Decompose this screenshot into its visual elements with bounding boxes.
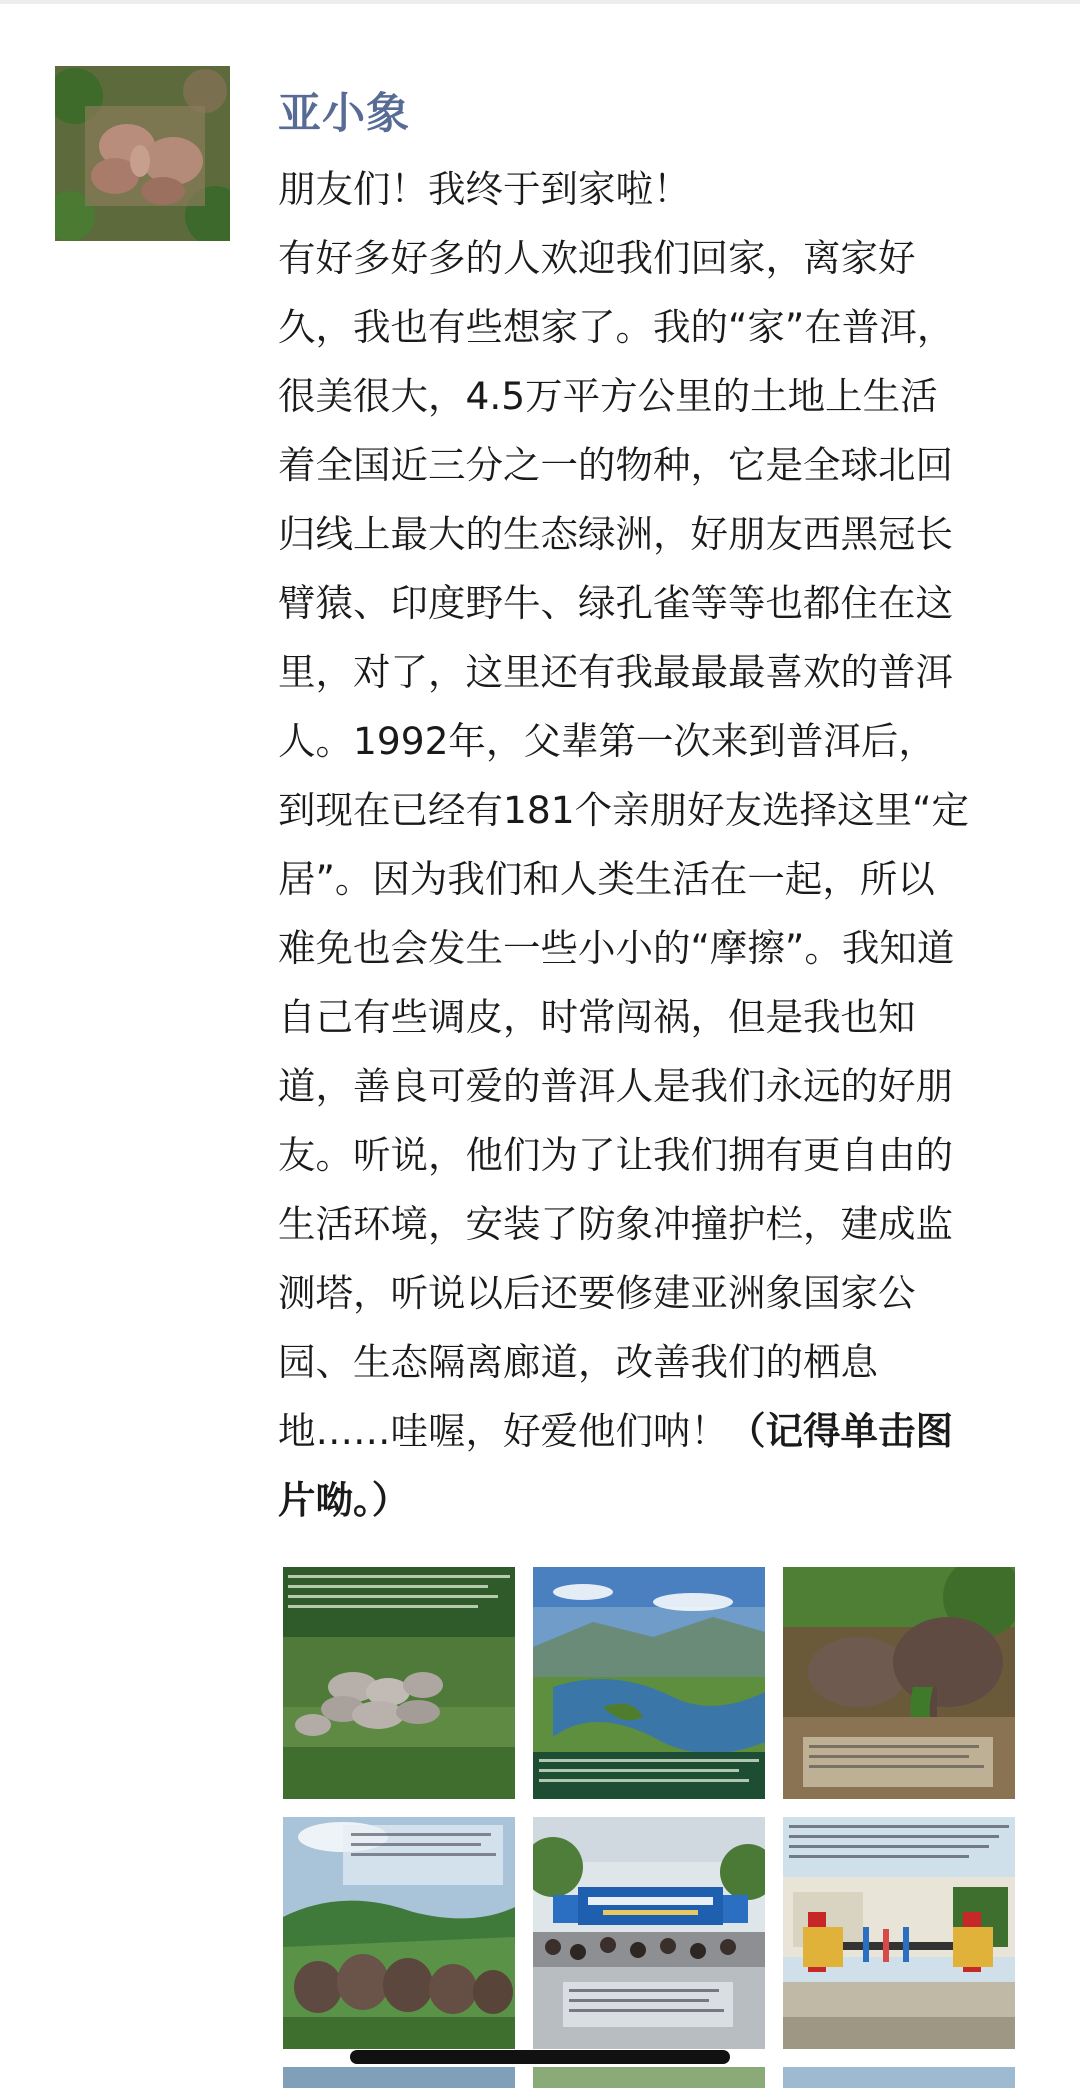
body-line: 生活环境，安装了防象冲撞护栏，建成监 xyxy=(278,1202,953,1246)
body-line: 难免也会发生一些小小的“摩擦”。我知道 xyxy=(278,926,955,970)
lake-landscape-photo-icon xyxy=(533,1567,765,1799)
post-body xyxy=(278,155,1023,1535)
photo-thumbnail-4[interactable] xyxy=(283,1817,515,2049)
greeting-line: 朋友们！我终于到家啦！ xyxy=(278,167,691,211)
photo-partial-icon xyxy=(283,2067,515,2088)
school-gate-photo-icon xyxy=(783,1817,1015,2049)
body-line: 着全国近三分之一的物种，它是全球北回 xyxy=(278,443,953,487)
photo-thumbnail-7[interactable] xyxy=(283,2067,515,2088)
photo-thumbnail-3[interactable] xyxy=(783,1567,1015,1799)
elephant-herd-photo-icon xyxy=(283,1567,515,1799)
body-line: 居”。因为我们和人类生活在一起，所以 xyxy=(278,857,935,901)
ceremony-crowd-photo-icon xyxy=(533,1817,765,2049)
photo-partial-icon xyxy=(783,2067,1015,2088)
body-line: 臂猿、印度野牛、绿孔雀等等也都住在这 xyxy=(278,581,953,625)
photo-thumbnail-9[interactable] xyxy=(783,2067,1015,2088)
photo-thumbnail-8[interactable] xyxy=(533,2067,765,2088)
photo-thumbnail-1[interactable] xyxy=(283,1567,515,1799)
body-line: 有好多好多的人欢迎我们回家，离家好 xyxy=(278,236,916,280)
body-line: 友。听说，他们为了让我们拥有更自由的 xyxy=(278,1133,953,1177)
photo-thumbnail-6[interactable] xyxy=(783,1817,1015,2049)
baby-elephant-photo-icon xyxy=(783,1567,1015,1799)
body-line: 测塔，听说以后还要修建亚洲象国家公 xyxy=(278,1271,916,1315)
photo-thumbnail-5[interactable] xyxy=(533,1817,765,2049)
body-line: 归线上最大的生态绿洲，好朋友西黑冠长 xyxy=(278,512,953,556)
top-divider xyxy=(0,0,1080,4)
body-line: 久，我也有些想家了。我的“家”在普洱， xyxy=(278,305,955,349)
photo-partial-icon xyxy=(533,2067,765,2088)
body-line: 自己有些调皮，时常闯祸，但是我也知 xyxy=(278,995,916,1039)
post-author-name[interactable]: 亚小象 xyxy=(278,89,410,139)
home-indicator[interactable] xyxy=(350,2050,730,2064)
click-hint: （记得单击图 xyxy=(728,1409,953,1453)
photo-thumbnail-2[interactable] xyxy=(533,1567,765,1799)
body-line: 很美很大，4.5万平方公里的土地上生活 xyxy=(278,374,938,418)
body-line: 人。1992年，父辈第一次来到普洱后， xyxy=(278,719,936,763)
body-line-last xyxy=(278,1397,1023,1466)
click-hint-end: 片呦。） xyxy=(278,1478,410,1522)
body-line-final xyxy=(278,1466,1023,1535)
elephant-avatar-icon xyxy=(55,66,230,241)
body-line-text: 地……哇喔，好爱他们呐！ xyxy=(278,1409,728,1453)
elephants-on-hillside-photo-icon xyxy=(283,1817,515,2049)
body-line: 道，善良可爱的普洱人是我们永远的好朋 xyxy=(278,1064,953,1108)
body-line: 到现在已经有181个亲朋好友选择这里“定 xyxy=(278,788,970,832)
avatar[interactable] xyxy=(55,66,230,241)
body-line: 里，对了，这里还有我最最最喜欢的普洱 xyxy=(278,650,953,694)
body-line: 园、生态隔离廊道，改善我们的栖息 xyxy=(278,1340,878,1384)
